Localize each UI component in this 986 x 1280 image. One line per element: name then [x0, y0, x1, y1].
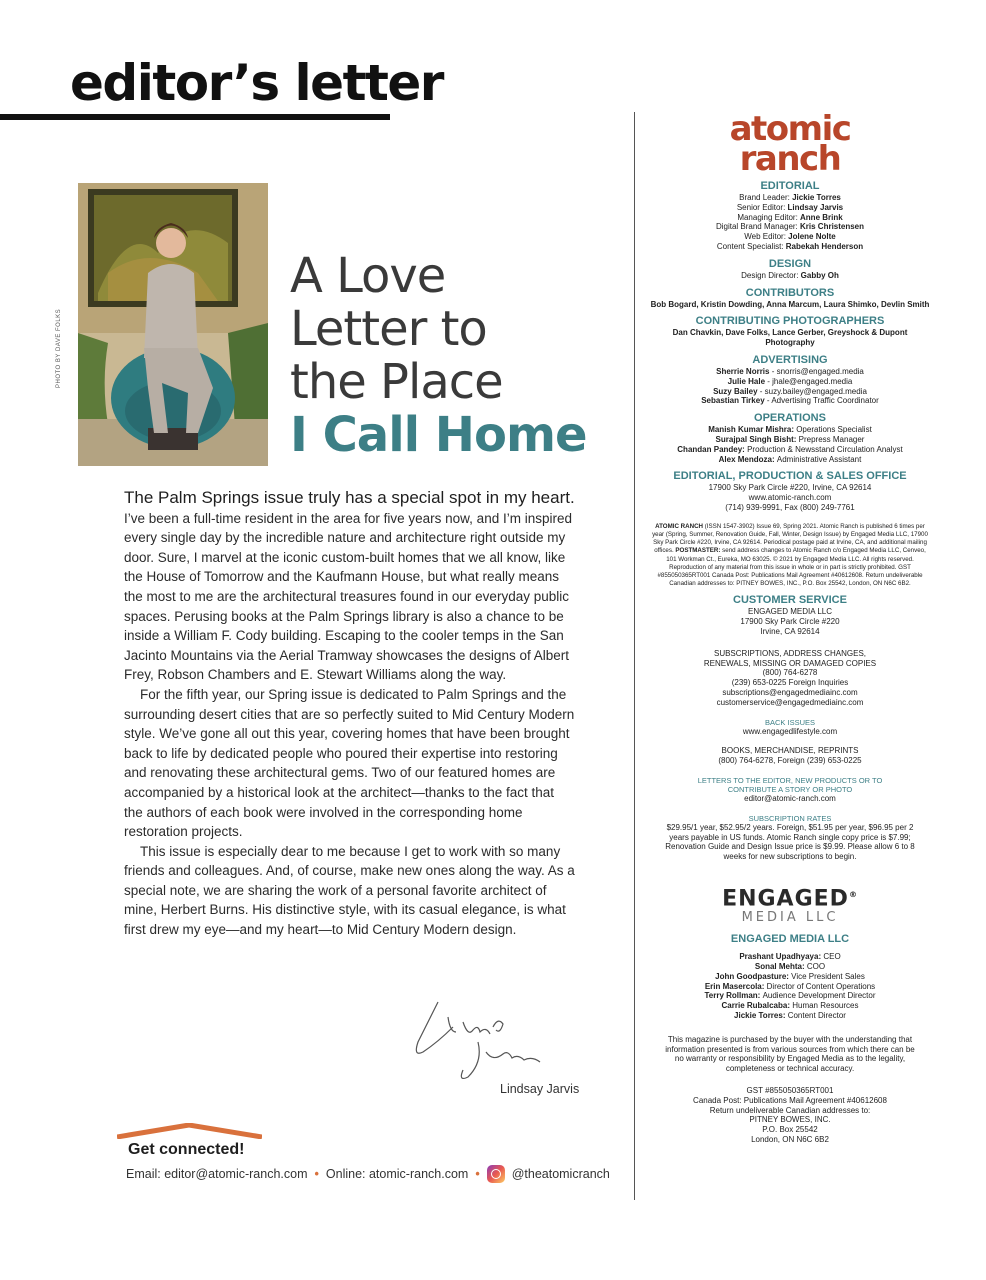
logo-line: ranch: [739, 139, 841, 179]
letters-email[interactable]: editor@atomic-ranch.com: [744, 793, 836, 803]
headline-line: A Love: [290, 248, 446, 304]
staff-name: Chandan Pandey:: [677, 444, 748, 454]
engaged-logo: [650, 884, 930, 910]
advertising-list: [650, 367, 930, 406]
text-line: GST #855050365RT001: [746, 1086, 834, 1095]
staff-line: [650, 1011, 930, 1021]
staff-line: [650, 203, 930, 213]
section-heading: EDITORIAL: [760, 180, 820, 192]
staff-role: Managing Editor:: [737, 212, 801, 222]
section-heading: CONTRIBUTORS: [745, 286, 835, 299]
staff-name: Sebastian Tirkey: [701, 396, 765, 406]
staff-role: Vice President Sales: [791, 971, 865, 981]
staff-line: [650, 396, 930, 406]
column-divider: [634, 112, 635, 1200]
registered-mark: ®: [848, 889, 858, 899]
text-line: RENEWALS, MISSING OR DAMAGED COPIES: [703, 658, 877, 668]
staff-line: [650, 435, 930, 445]
staff-role: Audience Development Director: [762, 991, 876, 1001]
engaged-staff-list: [650, 952, 930, 1021]
bullet-icon: •: [475, 1167, 480, 1181]
staff-role: COO: [806, 962, 826, 972]
masthead: [650, 109, 930, 1145]
staff-line: [650, 232, 930, 242]
books-list: [650, 746, 930, 766]
staff-role: Web Editor:: [744, 232, 789, 242]
staff-name: Bob Bogard, Kristin Dowding, Anna Marcum, Laura Shimko, Devlin Smith: [650, 299, 930, 309]
text-line: 17900 Sky Park Circle #220, Irvine, CA 92614: [708, 483, 872, 493]
page-title: editor’s letter: [70, 54, 443, 112]
staff-line: [650, 952, 930, 962]
staff-role: CEO: [823, 952, 841, 962]
subscriptions-list: [650, 649, 930, 708]
staff-role: - snorris@engaged.media: [769, 366, 864, 376]
fine-print-text: (ISSN 1547-3902) Issue 69, Spring 2021. Atomic Ranch is published 6 times per year (Spring, Summer, Renovation Guide, Fall, Winter, Design Issue) by Engaged Media LLC, 17900 Sky Park Circle #220, Irvine, CA 92614. Periodical postage paid at Irvine, CA, and additional mailing offices.: [652, 522, 928, 555]
headline: [290, 250, 620, 462]
staff-name: Carrie Rubalcaba:: [721, 1001, 793, 1011]
staff-line: [650, 367, 930, 377]
staff-role: Prepress Manager: [798, 434, 865, 444]
staff-line: [650, 445, 930, 455]
email-link[interactable]: Email: editor@atomic-ranch.com: [126, 1167, 308, 1181]
staff-role: Senior Editor:: [736, 202, 788, 212]
text-line: Return undeliverable Canadian addresses to:: [709, 1105, 871, 1115]
section-heading: EDITORIAL, PRODUCTION & SALES OFFICE: [673, 470, 907, 483]
staff-line: [650, 991, 930, 1001]
bullet-icon: •: [314, 1167, 319, 1181]
staff-role: - suzy.bailey@engaged.media: [757, 386, 867, 396]
staff-role: Administrative Assistant: [776, 454, 862, 464]
gst-list: [650, 1086, 930, 1145]
section-heading: OPERATIONS: [754, 412, 826, 425]
editorial-list: [650, 193, 930, 252]
staff-name: Dan Chavkin, Dave Folks, Lance Gerber, Greyshock & Dupont Photography: [672, 328, 908, 348]
subscription-rates: $29.95/1 year, $52.95/2 years. Foreign, $51.95 per year, $96.95 per 2 years payable in US funds. Atomic Ranch single copy price is $7.99; Renovation Guide and Design Issue price is $9.99. Please allow 6 to 8 weeks for new subscriptions to begin.: [665, 822, 915, 862]
section-heading: ENGAGED MEDIA LLC: [730, 933, 850, 946]
staff-name: Erin Masercola:: [704, 981, 767, 991]
fine-print-lead: POSTMASTER:: [675, 547, 721, 555]
atomic-ranch-logo: [650, 109, 930, 179]
staff-name: Manish Kumar Mishra:: [708, 425, 797, 435]
staff-role: Brand Leader:: [739, 193, 793, 202]
staff-role: Human Resources: [792, 1001, 859, 1011]
section-heading: CONTRIBUTING PHOTOGRAPHERS: [695, 315, 885, 328]
staff-name: John Goodpasture:: [715, 971, 792, 981]
staff-line: [650, 1001, 930, 1011]
staff-line: [650, 455, 930, 465]
staff-line: [650, 193, 930, 203]
staff-role: - Advertising Traffic Coordinator: [764, 396, 879, 406]
staff-name: Suzy Bailey: [713, 386, 758, 396]
staff-name: Surajpal Singh Bisht:: [715, 434, 799, 444]
text-line: P.O. Box 25542: [762, 1125, 818, 1135]
operations-list: [650, 425, 930, 464]
contact-line: [126, 1165, 610, 1183]
staff-role: Content Specialist:: [716, 241, 786, 251]
text-line: customerservice@engagedmediainc.com: [716, 697, 864, 707]
section-heading: BACK ISSUES: [764, 717, 816, 727]
staff-name: Kris Christensen: [800, 222, 865, 232]
editor-photo: [78, 183, 268, 466]
section-heading: SUBSCRIPTION RATES: [748, 813, 832, 823]
letter-body: [124, 488, 576, 940]
staff-role: - jhale@engaged.media: [765, 376, 853, 386]
staff-line: [650, 425, 930, 435]
text-line: 17900 Sky Park Circle #220: [740, 617, 840, 627]
staff-name: Jolene Nolte: [788, 232, 836, 242]
text-line: subscriptions@engagedmediainc.com: [722, 687, 858, 697]
fine-print: [650, 523, 930, 589]
instagram-link[interactable]: @theatomicranch: [511, 1167, 610, 1181]
staff-line: [650, 387, 930, 397]
text-line: London, ON N6C 6B2: [751, 1134, 829, 1144]
section-heading: DESIGN: [768, 257, 812, 270]
text-line: Irvine, CA 92614: [760, 626, 820, 636]
staff-name: Anne Brink: [800, 212, 843, 222]
headline-accent: I Call Home: [290, 407, 587, 463]
staff-role: Director of Content Operations: [766, 981, 876, 991]
signature-name: Lindsay Jarvis: [500, 1082, 580, 1096]
office-list: [650, 483, 930, 512]
staff-name: Prashant Upadhyaya:: [739, 952, 824, 962]
staff-line: [650, 328, 930, 348]
text-line: ENGAGED MEDIA LLC: [747, 607, 833, 617]
text-line: BOOKS, MERCHANDISE, REPRINTS: [721, 746, 859, 756]
text-line: PITNEY BOWES, INC.: [749, 1115, 831, 1125]
staff-line: [650, 377, 930, 387]
text-line: (239) 653-0225 Foreign Inquiries: [731, 678, 849, 688]
text-line: (800) 764-6278, Foreign (239) 653-0225: [718, 756, 862, 766]
staff-line: [650, 982, 930, 992]
headline-line: Letter to: [290, 301, 487, 357]
staff-name: Jickie Torres:: [734, 1011, 788, 1021]
staff-line: [650, 972, 930, 982]
staff-line: [650, 300, 930, 310]
customer-service-list: [650, 607, 930, 636]
fine-print-text: send address changes to Atomic Ranch c/o Engaged Media LLC, Cenveo, 101 Workman Ct., Eureka, MO 63025. © 2021 by Engaged Media LLC. All rights reserved. Reproduction of any material from this issue in whole or in part is strictly prohibited. GST #855050365RT001 Canada Post: Publications Mail Agreement #40612608. Return undeliverable Canadian addresses to: PITNEY BOWES, INC., P.O. Box 25542, London, ON N6C 6B2.: [657, 547, 926, 588]
engaged-logo-sub: MEDIA LLC: [741, 910, 839, 926]
staff-line: [650, 213, 930, 223]
roof-icon: [117, 1123, 262, 1139]
photo-credit: PHOTO BY DAVE FOLKS: [56, 308, 62, 388]
staff-name: Gabby Oh: [800, 270, 839, 280]
staff-role: Digital Brand Manager:: [715, 222, 800, 232]
headline-line: the Place: [290, 354, 503, 410]
staff-line: [650, 222, 930, 232]
staff-line: [650, 962, 930, 972]
staff-name: Julie Hale: [727, 376, 766, 386]
website-link[interactable]: Online: atomic-ranch.com: [325, 1167, 469, 1181]
engaged-logo-text: ENGAGED: [722, 886, 849, 912]
text-line: SUBSCRIPTIONS, ADDRESS CHANGES,: [713, 648, 867, 658]
lead-sentence: The Palm Springs issue truly has a special spot in my heart.: [124, 488, 575, 507]
staff-role: Content Director: [787, 1011, 846, 1021]
text-line: (714) 939-9991, Fax (800) 249-7761: [725, 502, 855, 512]
staff-line: [650, 271, 930, 281]
instagram-icon: [487, 1165, 505, 1183]
title-underline: [0, 114, 390, 120]
paragraph: I’ve been a full-time resident in the area for five years now, and I’m inspired every single day by the incredible nature and architecture right outside my door. Sure, I marvel at the iconic custom-built homes that we all know, like the House of Tomorrow and the Kaufmann House, but what really means the most to me are the architectural treasures found in our everyday public spaces. Perusing books at the Palm Springs library is also a chance to be inside a William F. Cody building. Escaping to the cooler temps in the San Jacinto Mountains via the Aerial Tramway showcases the designs of Albert Frey, Robson Chambers and E. Stewart Williams along the way.: [124, 510, 572, 683]
text-line: (800) 764-6278: [762, 668, 818, 678]
staff-role: Production & Newsstand Circulation Analyst: [747, 444, 903, 454]
staff-line: [650, 242, 930, 252]
staff-name: Terry Rollman:: [704, 991, 763, 1001]
staff-name: Rabekah Henderson: [785, 241, 864, 251]
staff-name: Sonal Mehta:: [754, 962, 807, 972]
disclaimer: This magazine is purchased by the buyer with the understanding that information presented is from various sources from which there can be no warranty or responsibility by Engaged Media as to the legality, completeness or technical accuracy.: [665, 1034, 915, 1074]
staff-name: Sherrie Norris: [716, 366, 770, 376]
section-heading: LETTERS TO THE EDITOR, NEW PRODUCTS OR TO CONTRIBUTE A STORY OR PHOTO: [697, 775, 883, 794]
staff-name: Lindsay Jarvis: [787, 202, 844, 212]
back-issues-link[interactable]: www.engagedlifestyle.com: [742, 726, 838, 736]
fine-print-lead: ATOMIC RANCH: [655, 522, 704, 530]
get-connected-title: Get connected!: [128, 1141, 245, 1158]
staff-name: Jickie Torres: [792, 193, 841, 202]
paragraph: This issue is especially dear to me because I get to work with so many friends and colleagues. And, of course, make new ones along the way. As a special note, we are sharing the work of a personal favorite architect of mine, Herbert Burns. His distinctive style, with its casual elegance, is what first drew my eye—and my heart—to Mid Century Modern design.: [124, 843, 575, 938]
staff-role: Operations Specialist: [796, 425, 872, 435]
logo-line: atomic: [729, 109, 851, 149]
staff-role: Design Director:: [741, 270, 801, 280]
paragraph: For the fifth year, our Spring issue is dedicated to Palm Springs and the surrounding desert cities that are so perfectly suited to Mid Century Modern style. We’ve gone all out this year, covering homes that have been brought back to life by dedicated people who poured their expertise into restoring and renovating these architectural gems. Two of our featured homes are accompanied by a historical look at the architect—thanks to the fact that the authors of each book were involved in the corresponding home restoration projects.: [124, 686, 575, 840]
section-heading: CUSTOMER SERVICE: [733, 594, 847, 607]
text-line: www.atomic-ranch.com: [748, 493, 832, 503]
section-heading: ADVERTISING: [752, 353, 828, 366]
signature: [408, 982, 548, 1092]
staff-name: Alex Mendoza:: [718, 454, 777, 464]
text-line: Canada Post: Publications Mail Agreement #40612608: [693, 1095, 887, 1105]
